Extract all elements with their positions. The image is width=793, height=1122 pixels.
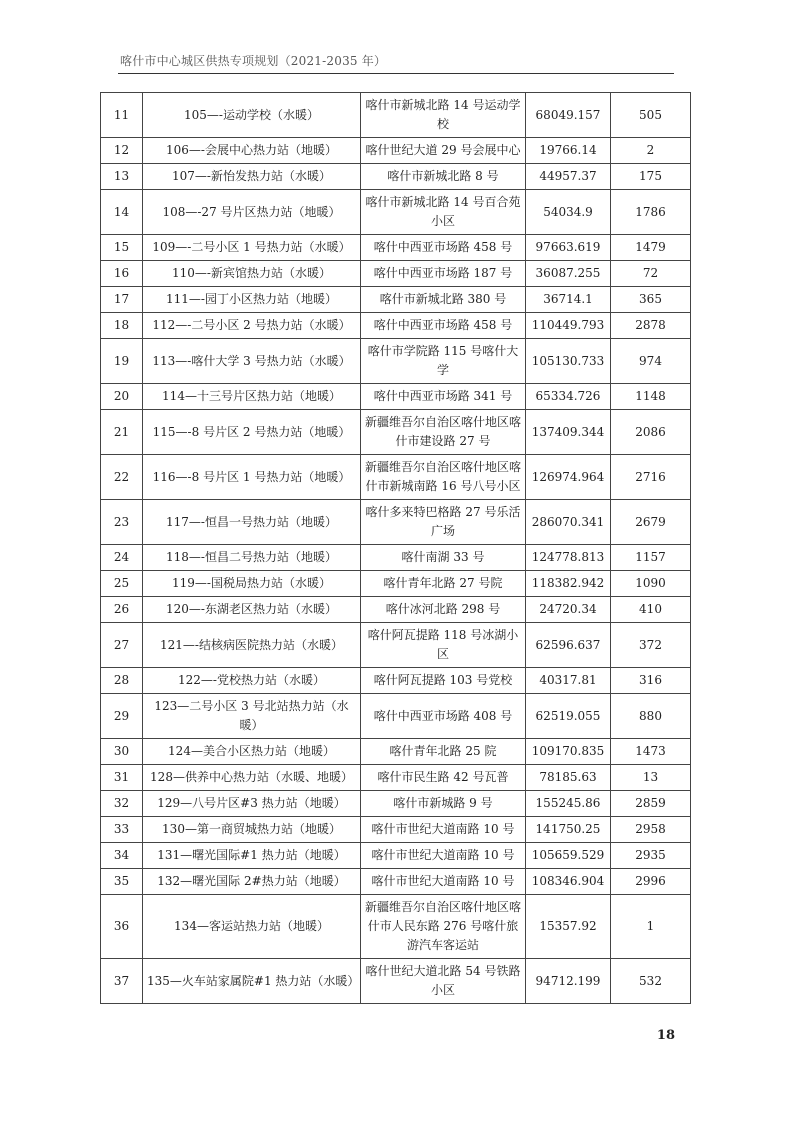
cell-station-name: 120—-东湖老区热力站（水暖）: [143, 597, 361, 623]
cell-station-name: 121—-结核病医院热力站（水暖）: [143, 623, 361, 668]
cell-station-name: 109—-二号小区 1 号热力站（水暖）: [143, 235, 361, 261]
table-row: [101, 261, 691, 287]
cell-area: 286070.341: [526, 500, 611, 545]
cell-address: 喀什多来特巴格路 27 号乐活广场: [361, 500, 526, 545]
cell-station-name: 116—-8 号片区 1 号热力站（地暖）: [143, 455, 361, 500]
cell-index: 32: [101, 791, 143, 817]
table-row: [101, 623, 691, 668]
cell-area: 141750.25: [526, 817, 611, 843]
cell-index: 16: [101, 261, 143, 287]
cell-address: 喀什市新城路 9 号: [361, 791, 526, 817]
cell-count: 2086: [611, 410, 691, 455]
cell-count: 505: [611, 93, 691, 138]
cell-index: 33: [101, 817, 143, 843]
cell-area: 68049.157: [526, 93, 611, 138]
table-row: [101, 287, 691, 313]
cell-area: 24720.34: [526, 597, 611, 623]
cell-count: 2: [611, 138, 691, 164]
cell-area: 137409.344: [526, 410, 611, 455]
cell-count: 2679: [611, 500, 691, 545]
cell-area: 44957.37: [526, 164, 611, 190]
cell-station-name: 110—-新宾馆热力站（水暖）: [143, 261, 361, 287]
cell-address: 喀什青年北路 25 院: [361, 739, 526, 765]
cell-address: 喀什阿瓦提路 118 号冰湖小区: [361, 623, 526, 668]
cell-count: 316: [611, 668, 691, 694]
table-row: [101, 791, 691, 817]
cell-index: 30: [101, 739, 143, 765]
cell-address: 喀什冰河北路 298 号: [361, 597, 526, 623]
cell-count: 2859: [611, 791, 691, 817]
cell-area: 118382.942: [526, 571, 611, 597]
cell-area: 126974.964: [526, 455, 611, 500]
cell-address: 新疆维吾尔自治区喀什地区喀什市建设路 27 号: [361, 410, 526, 455]
table-row: [101, 843, 691, 869]
cell-address: 喀什市学院路 115 号喀什大学: [361, 339, 526, 384]
cell-address: 喀什市世纪大道南路 10 号: [361, 869, 526, 895]
cell-count: 2935: [611, 843, 691, 869]
cell-index: 11: [101, 93, 143, 138]
table-row: [101, 545, 691, 571]
cell-station-name: 112—-二号小区 2 号热力站（水暖）: [143, 313, 361, 339]
cell-area: 105659.529: [526, 843, 611, 869]
table-row: [101, 455, 691, 500]
cell-station-name: 124—美合小区热力站（地暖）: [143, 739, 361, 765]
cell-station-name: 123—二号小区 3 号北站热力站（水暖）: [143, 694, 361, 739]
cell-area: 109170.835: [526, 739, 611, 765]
cell-count: 175: [611, 164, 691, 190]
cell-index: 18: [101, 313, 143, 339]
cell-address: 新疆维吾尔自治区喀什地区喀什市人民东路 276 号喀什旅游汽车客运站: [361, 895, 526, 959]
table-row: [101, 384, 691, 410]
cell-station-name: 128—供养中心热力站（水暖、地暖）: [143, 765, 361, 791]
cell-area: 40317.81: [526, 668, 611, 694]
cell-index: 37: [101, 959, 143, 1004]
table-row: [101, 93, 691, 138]
cell-index: 17: [101, 287, 143, 313]
cell-area: 97663.619: [526, 235, 611, 261]
cell-index: 31: [101, 765, 143, 791]
table-row: [101, 164, 691, 190]
table-row: [101, 235, 691, 261]
cell-index: 20: [101, 384, 143, 410]
cell-station-name: 113—-喀什大学 3 号热力站（水暖）: [143, 339, 361, 384]
cell-area: 78185.63: [526, 765, 611, 791]
cell-address: 喀什南湖 33 号: [361, 545, 526, 571]
cell-count: 880: [611, 694, 691, 739]
cell-address: 喀什中西亚市场路 187 号: [361, 261, 526, 287]
cell-address: 新疆维吾尔自治区喀什地区喀什市新城南路 16 号八号小区: [361, 455, 526, 500]
cell-index: 14: [101, 190, 143, 235]
table-row: [101, 500, 691, 545]
cell-index: 27: [101, 623, 143, 668]
cell-address: 喀什中西亚市场路 341 号: [361, 384, 526, 410]
cell-index: 26: [101, 597, 143, 623]
cell-address: 喀什市世纪大道南路 10 号: [361, 843, 526, 869]
cell-count: 974: [611, 339, 691, 384]
cell-count: 1: [611, 895, 691, 959]
cell-station-name: 132—曙光国际 2#热力站（地暖）: [143, 869, 361, 895]
cell-index: 15: [101, 235, 143, 261]
cell-index: 28: [101, 668, 143, 694]
cell-station-name: 106—-会展中心热力站（地暖）: [143, 138, 361, 164]
cell-station-name: 122—-党校热力站（水暖）: [143, 668, 361, 694]
cell-count: 1090: [611, 571, 691, 597]
cell-count: 2958: [611, 817, 691, 843]
cell-index: 34: [101, 843, 143, 869]
cell-station-name: 135—火车站家属院#1 热力站（水暖）: [143, 959, 361, 1004]
cell-area: 124778.813: [526, 545, 611, 571]
table-row: [101, 694, 691, 739]
cell-address: 喀什世纪大道北路 54 号铁路小区: [361, 959, 526, 1004]
header-divider: [118, 73, 674, 74]
cell-address: 喀什中西亚市场路 458 号: [361, 313, 526, 339]
cell-index: 13: [101, 164, 143, 190]
cell-address: 喀什市世纪大道南路 10 号: [361, 817, 526, 843]
cell-station-name: 130—第一商贸城热力站（地暖）: [143, 817, 361, 843]
cell-count: 1148: [611, 384, 691, 410]
cell-address: 喀什市新城北路 14 号百合苑小区: [361, 190, 526, 235]
table-row: [101, 739, 691, 765]
table-row: [101, 765, 691, 791]
cell-count: 2996: [611, 869, 691, 895]
cell-station-name: 117—-恒昌一号热力站（地暖）: [143, 500, 361, 545]
cell-station-name: 105—-运动学校（水暖）: [143, 93, 361, 138]
table-row: [101, 571, 691, 597]
cell-count: 13: [611, 765, 691, 791]
cell-area: 105130.733: [526, 339, 611, 384]
cell-station-name: 131—曙光国际#1 热力站（地暖）: [143, 843, 361, 869]
cell-area: 36714.1: [526, 287, 611, 313]
cell-count: 2878: [611, 313, 691, 339]
cell-address: 喀什中西亚市场路 408 号: [361, 694, 526, 739]
cell-count: 1473: [611, 739, 691, 765]
cell-address: 喀什阿瓦提路 103 号党校: [361, 668, 526, 694]
cell-area: 65334.726: [526, 384, 611, 410]
cell-count: 72: [611, 261, 691, 287]
cell-area: 54034.9: [526, 190, 611, 235]
cell-index: 35: [101, 869, 143, 895]
table-row: [101, 597, 691, 623]
cell-area: 108346.904: [526, 869, 611, 895]
cell-address: 喀什市新城北路 380 号: [361, 287, 526, 313]
cell-area: 62596.637: [526, 623, 611, 668]
cell-address: 喀什中西亚市场路 458 号: [361, 235, 526, 261]
cell-station-name: 108—-27 号片区热力站（地暖）: [143, 190, 361, 235]
cell-count: 372: [611, 623, 691, 668]
cell-station-name: 115—-8 号片区 2 号热力站（地暖）: [143, 410, 361, 455]
table-row: [101, 190, 691, 235]
cell-area: 110449.793: [526, 313, 611, 339]
cell-index: 24: [101, 545, 143, 571]
cell-index: 21: [101, 410, 143, 455]
cell-area: 36087.255: [526, 261, 611, 287]
cell-index: 25: [101, 571, 143, 597]
cell-station-name: 114—十三号片区热力站（地暖）: [143, 384, 361, 410]
cell-count: 1157: [611, 545, 691, 571]
cell-index: 19: [101, 339, 143, 384]
cell-station-name: 107—-新怡发热力站（水暖）: [143, 164, 361, 190]
cell-area: 155245.86: [526, 791, 611, 817]
cell-address: 喀什市民生路 42 号瓦普: [361, 765, 526, 791]
cell-index: 22: [101, 455, 143, 500]
cell-count: 532: [611, 959, 691, 1004]
cell-address: 喀什市新城北路 8 号: [361, 164, 526, 190]
cell-index: 23: [101, 500, 143, 545]
table-row: [101, 817, 691, 843]
cell-count: 1479: [611, 235, 691, 261]
cell-address: 喀什青年北路 27 号院: [361, 571, 526, 597]
cell-area: 15357.92: [526, 895, 611, 959]
cell-address: 喀什世纪大道 29 号会展中心: [361, 138, 526, 164]
cell-area: 19766.14: [526, 138, 611, 164]
cell-area: 94712.199: [526, 959, 611, 1004]
table-row: [101, 138, 691, 164]
cell-station-name: 111—-园丁小区热力站（地暖）: [143, 287, 361, 313]
heating-station-table: [100, 92, 691, 1004]
cell-index: 36: [101, 895, 143, 959]
cell-index: 29: [101, 694, 143, 739]
cell-station-name: 119—-国税局热力站（水暖）: [143, 571, 361, 597]
cell-count: 2716: [611, 455, 691, 500]
cell-address: 喀什市新城北路 14 号运动学校: [361, 93, 526, 138]
cell-station-name: 134—客运站热力站（地暖）: [143, 895, 361, 959]
table-row: [101, 959, 691, 1004]
cell-station-name: 129—八号片区#3 热力站（地暖）: [143, 791, 361, 817]
table-row: [101, 313, 691, 339]
cell-count: 410: [611, 597, 691, 623]
table-row: [101, 339, 691, 384]
page-header-title: 喀什市中心城区供热专项规划（2021-2035 年）: [120, 54, 387, 68]
cell-station-name: 118—-恒昌二号热力站（地暖）: [143, 545, 361, 571]
cell-area: 62519.055: [526, 694, 611, 739]
cell-count: 365: [611, 287, 691, 313]
cell-index: 12: [101, 138, 143, 164]
table-row: [101, 410, 691, 455]
page-number: 18: [656, 1028, 675, 1043]
cell-count: 1786: [611, 190, 691, 235]
table-body: [101, 93, 691, 1004]
table-row: [101, 668, 691, 694]
table-row: [101, 895, 691, 959]
table-row: [101, 869, 691, 895]
